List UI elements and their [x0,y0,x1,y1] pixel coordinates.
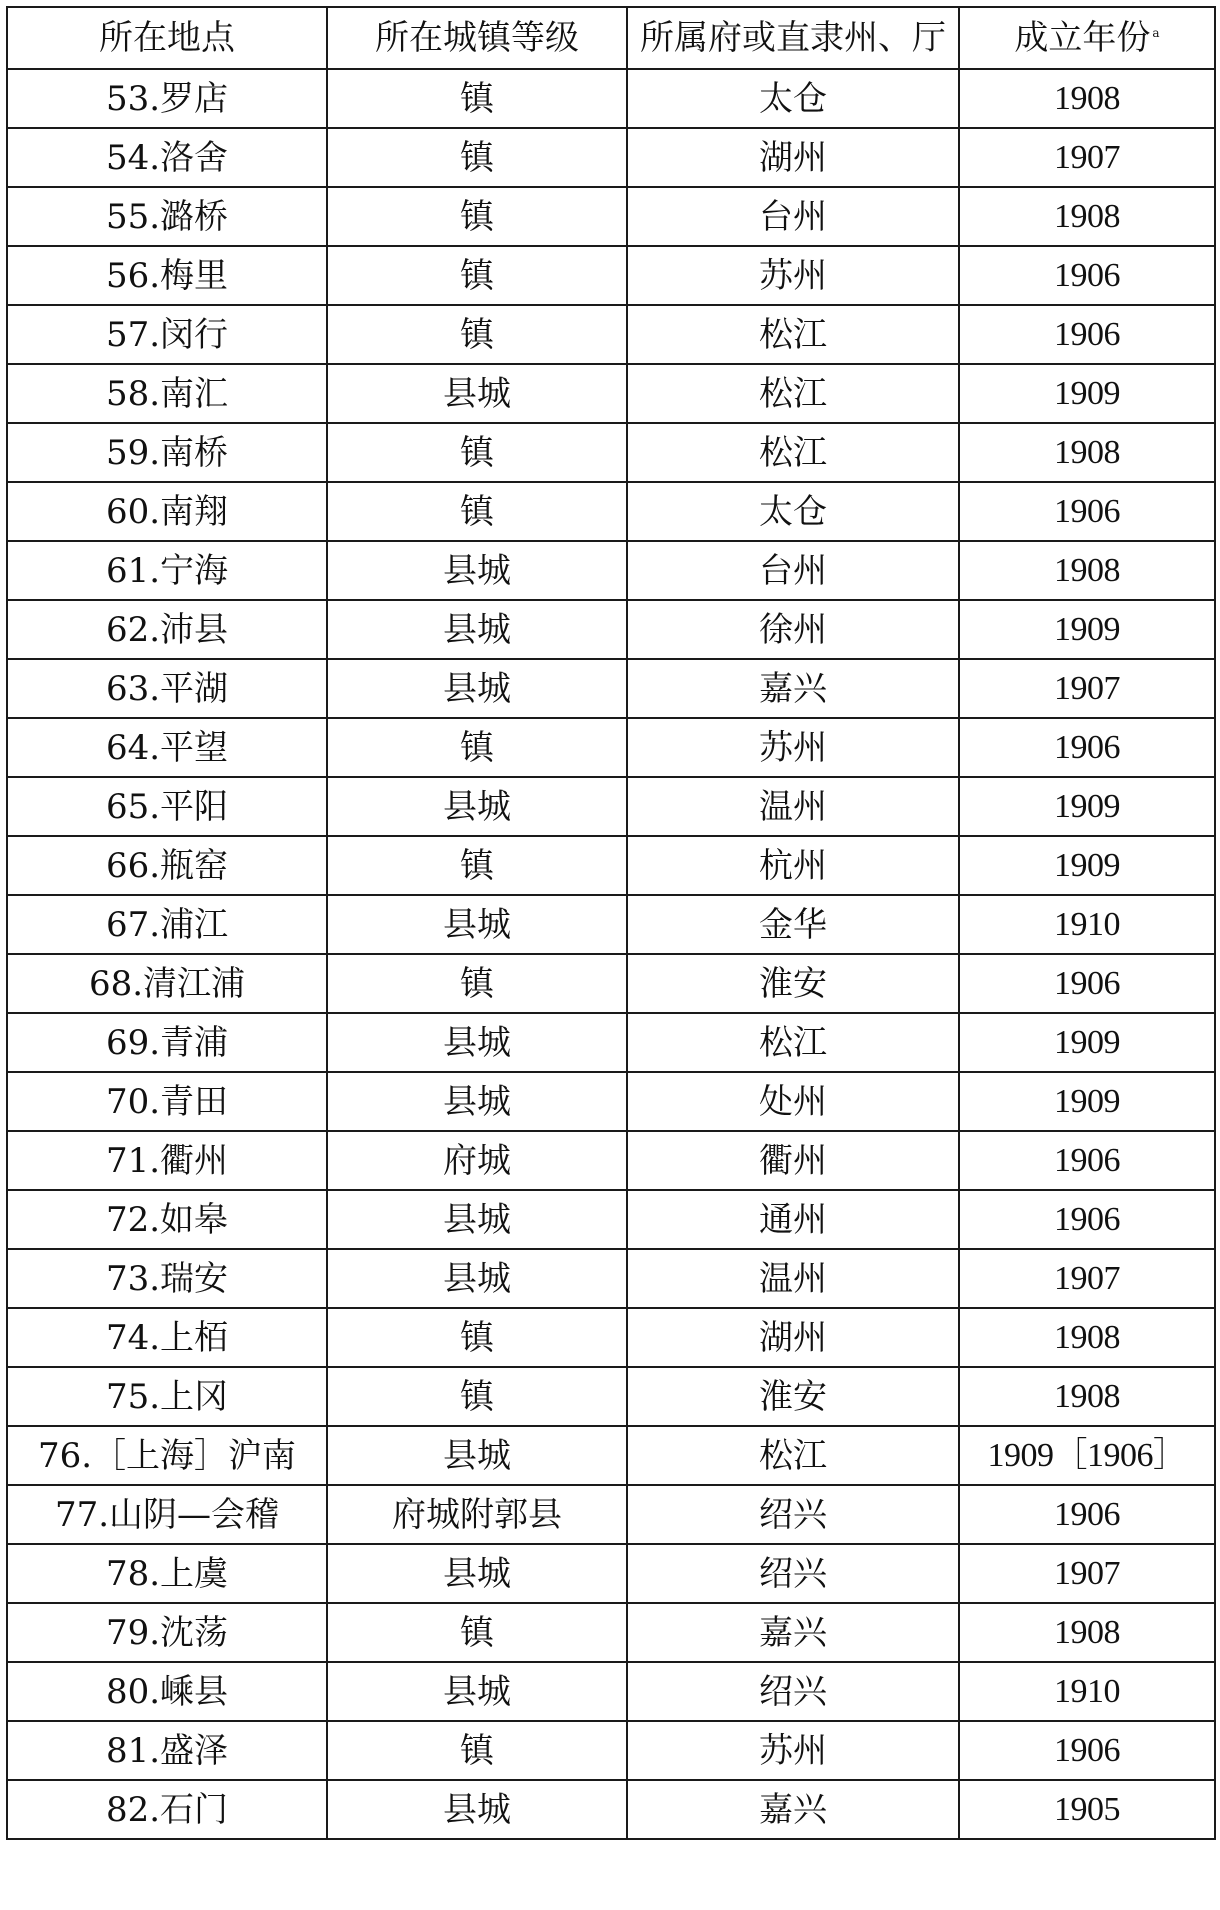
cell-year: 1908 [959,69,1215,128]
table-row [7,1426,1215,1485]
cell-prefecture: 台州 [627,541,959,600]
cell-level: 县城 [327,1780,627,1839]
table-row [7,305,1215,364]
table-row [7,895,1215,954]
table-row [7,836,1215,895]
cell-level: 镇 [327,69,627,128]
cell-level: 镇 [327,954,627,1013]
cell-level: 镇 [327,128,627,187]
cell-location: 77.山阴—会稽 [7,1485,327,1544]
cell-location: 78.上虞 [7,1544,327,1603]
cell-prefecture: 处州 [627,1072,959,1131]
cell-year: 1909［1906］ [959,1426,1215,1485]
cell-location: 67.浦江 [7,895,327,954]
table-row [7,1190,1215,1249]
cell-prefecture: 淮安 [627,954,959,1013]
cell-year: 1907 [959,659,1215,718]
table-row [7,1544,1215,1603]
cell-location: 55.潞桥 [7,187,327,246]
header-level: 所在城镇等级 [327,7,627,69]
table-container [6,6,1214,1840]
cell-level: 镇 [327,836,627,895]
cell-year: 1907 [959,1544,1215,1603]
cell-location: 62.沛县 [7,600,327,659]
cell-year: 1906 [959,718,1215,777]
cell-prefecture: 杭州 [627,836,959,895]
cell-level: 县城 [327,1072,627,1131]
cell-year: 1909 [959,836,1215,895]
cell-location: 73.瑞安 [7,1249,327,1308]
cell-level: 县城 [327,1190,627,1249]
cell-year: 1907 [959,128,1215,187]
cell-prefecture: 温州 [627,777,959,836]
table-row [7,1721,1215,1780]
cell-prefecture: 苏州 [627,718,959,777]
cell-prefecture: 台州 [627,187,959,246]
cell-level: 镇 [327,1367,627,1426]
cell-level: 县城 [327,895,627,954]
cell-prefecture: 太仓 [627,69,959,128]
header-location: 所在地点 [7,7,327,69]
table-row [7,1485,1215,1544]
cell-location: 57.闵行 [7,305,327,364]
cell-year: 1908 [959,1367,1215,1426]
cell-year: 1906 [959,1721,1215,1780]
cell-location: 63.平湖 [7,659,327,718]
cell-location: 54.洛舍 [7,128,327,187]
table-row [7,69,1215,128]
cell-year: 1908 [959,1308,1215,1367]
table-row [7,1072,1215,1131]
cell-location: 71.衢州 [7,1131,327,1190]
cell-prefecture: 松江 [627,1426,959,1485]
table-row [7,777,1215,836]
cell-level: 县城 [327,777,627,836]
table-row [7,423,1215,482]
cell-location: 76.［上海］沪南 [7,1426,327,1485]
data-table [6,6,1216,1840]
cell-location: 59.南桥 [7,423,327,482]
cell-year: 1906 [959,1485,1215,1544]
cell-location: 80.嵊县 [7,1662,327,1721]
cell-prefecture: 淮安 [627,1367,959,1426]
cell-prefecture: 绍兴 [627,1662,959,1721]
cell-level: 镇 [327,1603,627,1662]
cell-location: 72.如皋 [7,1190,327,1249]
table-row [7,246,1215,305]
table-row [7,954,1215,1013]
table-body [7,69,1215,1839]
cell-level: 县城 [327,659,627,718]
table-row [7,1367,1215,1426]
cell-prefecture: 嘉兴 [627,1603,959,1662]
cell-prefecture: 温州 [627,1249,959,1308]
cell-level: 镇 [327,1721,627,1780]
cell-prefecture: 松江 [627,305,959,364]
cell-year: 1909 [959,1072,1215,1131]
cell-prefecture: 松江 [627,423,959,482]
cell-location: 81.盛泽 [7,1721,327,1780]
cell-location: 53.罗店 [7,69,327,128]
cell-prefecture: 金华 [627,895,959,954]
cell-location: 66.瓶窑 [7,836,327,895]
header-year [959,7,1215,69]
cell-level: 县城 [327,1544,627,1603]
table-row [7,1308,1215,1367]
cell-year: 1909 [959,1013,1215,1072]
cell-prefecture: 苏州 [627,246,959,305]
cell-location: 60.南翔 [7,482,327,541]
header-prefecture: 所属府或直隶州、厅 [627,7,959,69]
cell-year: 1906 [959,246,1215,305]
cell-location: 75.上冈 [7,1367,327,1426]
cell-prefecture: 苏州 [627,1721,959,1780]
cell-location: 70.青田 [7,1072,327,1131]
cell-level: 县城 [327,364,627,423]
table-row [7,1131,1215,1190]
cell-prefecture: 通州 [627,1190,959,1249]
cell-year: 1908 [959,541,1215,600]
cell-year: 1908 [959,423,1215,482]
cell-location: 56.梅里 [7,246,327,305]
cell-level: 府城 [327,1131,627,1190]
cell-prefecture: 嘉兴 [627,1780,959,1839]
table-row [7,1780,1215,1839]
table-row [7,128,1215,187]
table-row [7,541,1215,600]
cell-prefecture: 松江 [627,1013,959,1072]
cell-year: 1908 [959,187,1215,246]
cell-prefecture: 嘉兴 [627,659,959,718]
cell-level: 县城 [327,1662,627,1721]
cell-level: 府城附郭县 [327,1485,627,1544]
cell-location: 69.青浦 [7,1013,327,1072]
cell-prefecture: 绍兴 [627,1485,959,1544]
cell-year: 1909 [959,364,1215,423]
table-row [7,600,1215,659]
table-header [7,7,1215,69]
cell-year: 1906 [959,1190,1215,1249]
cell-level: 镇 [327,423,627,482]
cell-level: 县城 [327,600,627,659]
table-row [7,1249,1215,1308]
cell-prefecture: 衢州 [627,1131,959,1190]
cell-year: 1906 [959,305,1215,364]
cell-location: 65.平阳 [7,777,327,836]
cell-year: 1910 [959,895,1215,954]
cell-level: 县城 [327,1249,627,1308]
cell-year: 1909 [959,600,1215,659]
table-row [7,1603,1215,1662]
table-row [7,659,1215,718]
cell-level: 镇 [327,1308,627,1367]
header-year-footnote: a [1152,25,1160,40]
header-row [7,7,1215,69]
table-row [7,1662,1215,1721]
table-row [7,364,1215,423]
cell-prefecture: 徐州 [627,600,959,659]
cell-year: 1909 [959,777,1215,836]
cell-year: 1907 [959,1249,1215,1308]
cell-prefecture: 湖州 [627,128,959,187]
cell-level: 镇 [327,718,627,777]
cell-year: 1906 [959,482,1215,541]
header-year-label: 成立年份 [1014,18,1151,58]
cell-location: 58.南汇 [7,364,327,423]
cell-year: 1910 [959,1662,1215,1721]
cell-location: 61.宁海 [7,541,327,600]
cell-level: 县城 [327,1426,627,1485]
cell-location: 82.石门 [7,1780,327,1839]
cell-level: 县城 [327,1013,627,1072]
cell-location: 79.沈荡 [7,1603,327,1662]
table-row [7,1013,1215,1072]
cell-prefecture: 湖州 [627,1308,959,1367]
cell-level: 镇 [327,305,627,364]
cell-level: 镇 [327,187,627,246]
cell-year: 1905 [959,1780,1215,1839]
cell-prefecture: 松江 [627,364,959,423]
cell-location: 68.清江浦 [7,954,327,1013]
cell-level: 镇 [327,246,627,305]
cell-level: 镇 [327,482,627,541]
cell-year: 1906 [959,1131,1215,1190]
cell-level: 县城 [327,541,627,600]
cell-prefecture: 绍兴 [627,1544,959,1603]
table-row [7,187,1215,246]
cell-location: 74.上栢 [7,1308,327,1367]
cell-prefecture: 太仓 [627,482,959,541]
table-row [7,718,1215,777]
cell-year: 1906 [959,954,1215,1013]
table-row [7,482,1215,541]
cell-year: 1908 [959,1603,1215,1662]
cell-location: 64.平望 [7,718,327,777]
